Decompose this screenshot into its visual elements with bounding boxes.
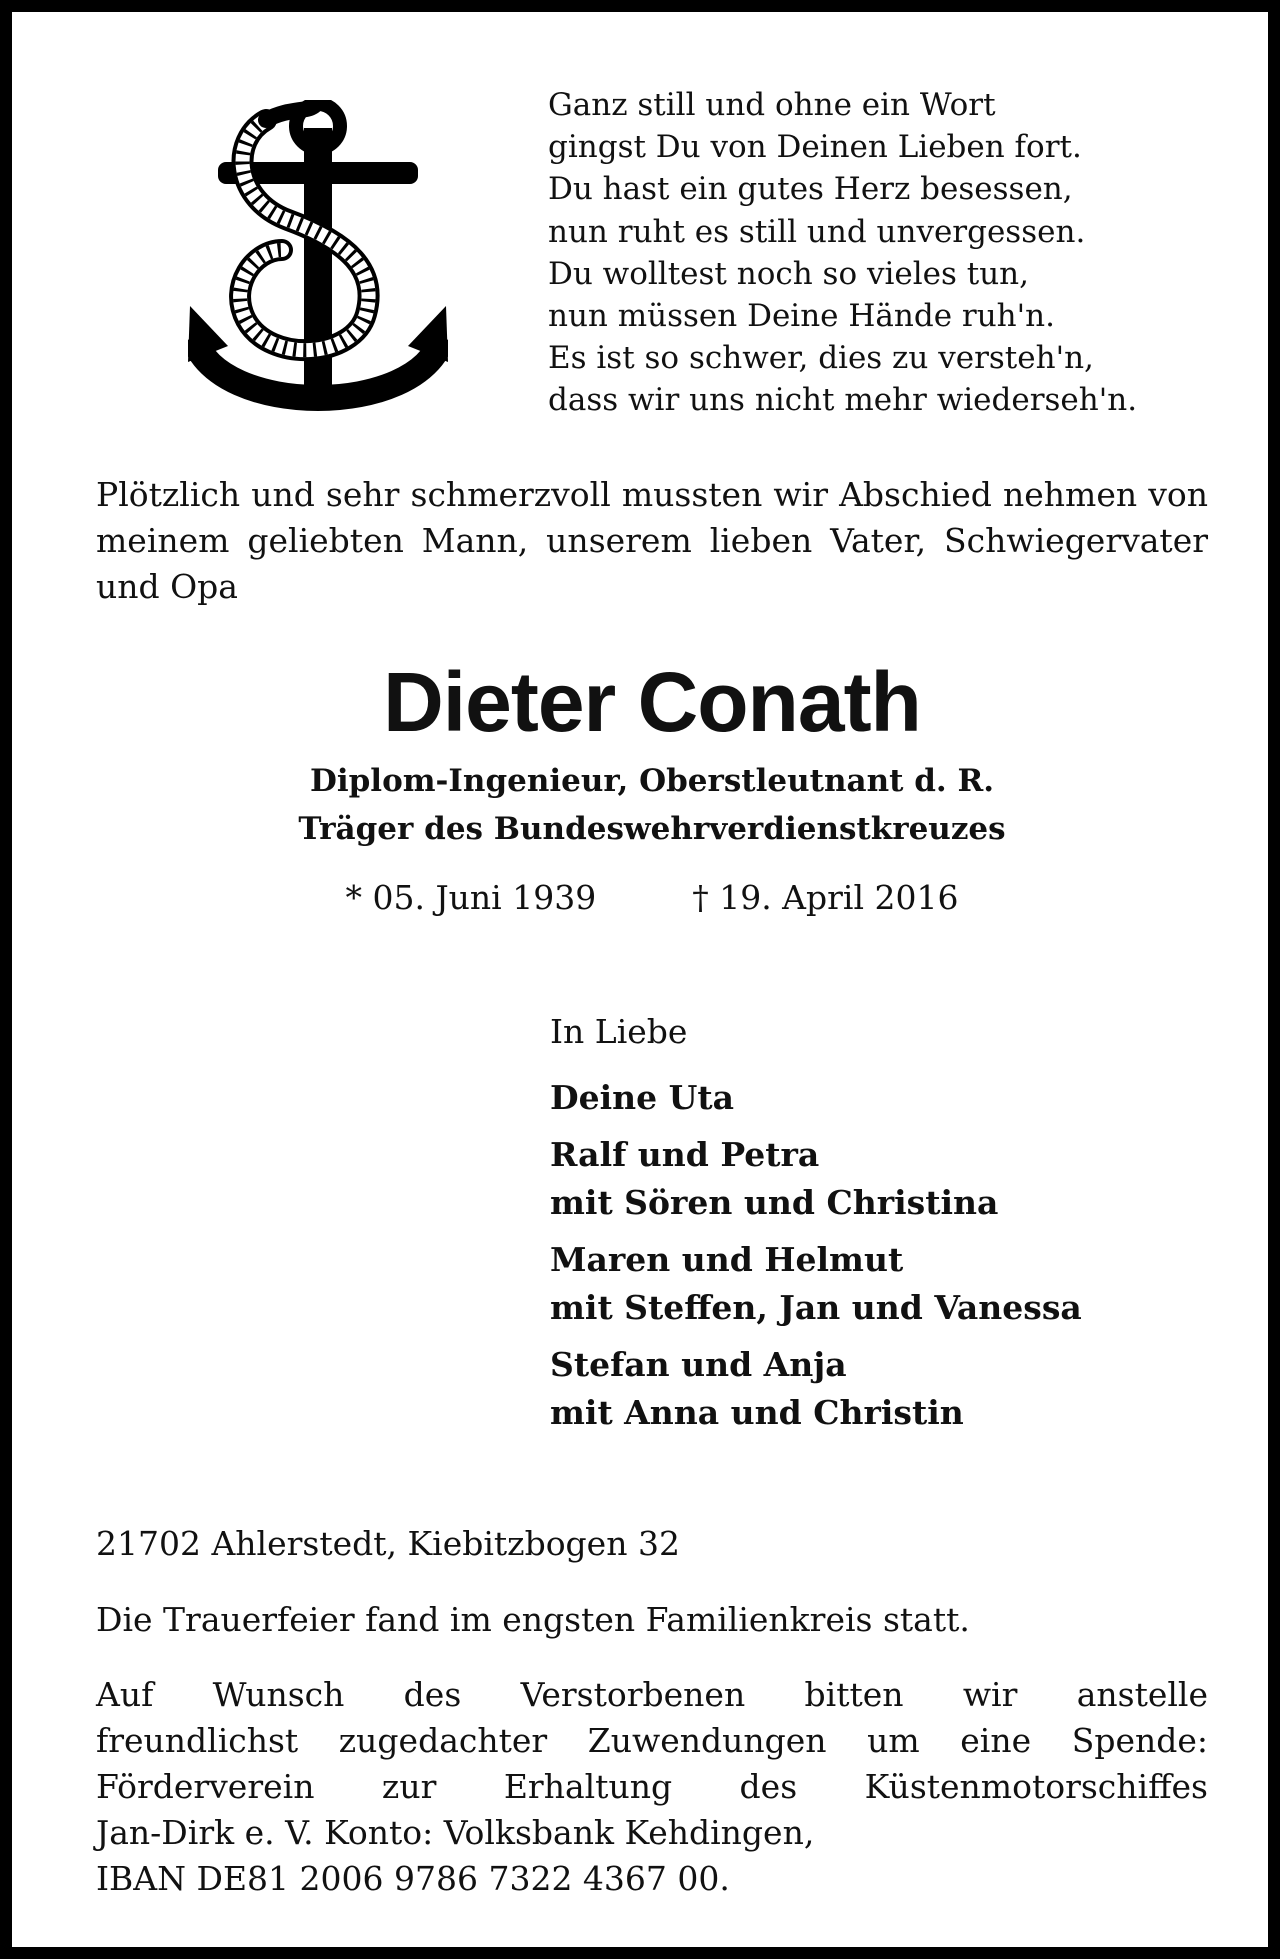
poem-line: nun müssen Deine Hände ruh'n. (548, 298, 1055, 335)
family-line: mit Steffen, Jan und Vanessa (550, 1288, 1082, 1327)
family-line: Deine Uta (550, 1078, 735, 1117)
family-list (550, 1074, 1082, 1446)
family-line: Stefan und Anja (550, 1345, 847, 1384)
request-line: freundlichst zugedachter Zuwendungen um eine Spende: (96, 1721, 1208, 1760)
birth-date: * 05. Juni 1939 (345, 878, 597, 917)
family-line: Maren und Helmut (550, 1240, 904, 1279)
deceased-titles (12, 757, 1280, 853)
family-line: mit Anna und Christin (550, 1393, 964, 1432)
request-line: Jan-Dirk e. V. Konto: Volksbank Kehdingen, (96, 1813, 815, 1852)
intro-text: Plötzlich und sehr schmerzvoll mussten wir Abschied nehmen von meinem geliebten Mann, unserem lieben Vater, Schwiegervater und Opa (96, 475, 1208, 606)
address: 21702 Ahlerstedt, Kiebitzbogen 32 (96, 1524, 680, 1563)
anchor-icon (188, 100, 448, 420)
poem-line: Ganz still und ohne ein Wort (548, 87, 996, 123)
in-love-label: In Liebe (550, 1012, 688, 1051)
request-line: IBAN DE81 2006 9786 7322 4367 00. (96, 1859, 730, 1898)
poem-line: dass wir uns nicht mehr wiederseh'n. (548, 382, 1138, 419)
donation-request (96, 1672, 1208, 1902)
poem (548, 84, 1248, 422)
family-group (550, 1341, 1082, 1437)
life-dates (12, 874, 1280, 922)
request-line: Auf Wunsch des Verstorbenen bitten wir anstelle (96, 1675, 1208, 1714)
ceremony-note: Die Trauerfeier fand im engsten Familienkreis statt. (96, 1600, 970, 1639)
title-line: Träger des Bundeswehrverdienstkreuzes (298, 811, 1006, 847)
poem-line: nun ruht es still und unvergessen. (548, 213, 1086, 250)
family-line: Ralf und Petra (550, 1135, 820, 1174)
death-date: † 19. April 2016 (692, 878, 959, 917)
title-line: Diplom-Ingenieur, Oberstleutnant d. R. (309, 763, 995, 799)
family-group (550, 1074, 1082, 1122)
deceased-name: Dieter Conath (383, 655, 921, 749)
poem-line: Du hast ein gutes Herz besessen, (548, 171, 1073, 208)
request-line: Förderverein zur Erhaltung des Küstenmotorschiffes (96, 1767, 1208, 1806)
poem-line: Du wolltest noch so vieles tun, (548, 255, 1029, 292)
poem-line: Es ist so schwer, dies zu versteh'n, (548, 340, 1094, 377)
family-group (550, 1236, 1082, 1332)
poem-line: gingst Du von Deinen Lieben fort. (548, 129, 1082, 166)
family-line: mit Sören und Christina (550, 1183, 999, 1222)
family-group (550, 1131, 1082, 1227)
